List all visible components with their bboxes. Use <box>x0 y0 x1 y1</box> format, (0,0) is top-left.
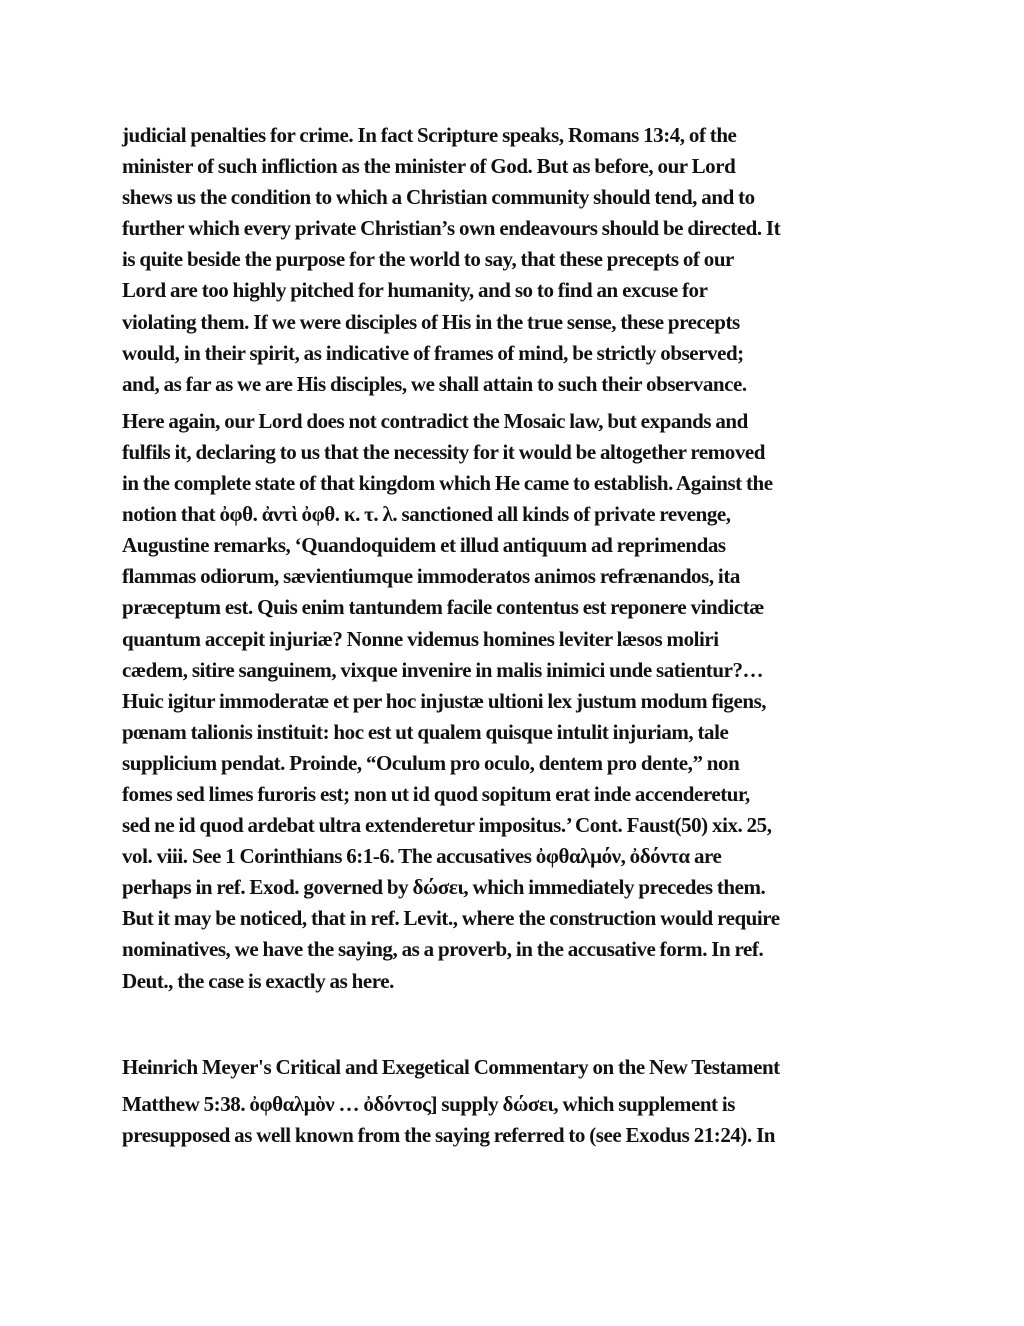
text-line: Deut., the case is exactly as here. <box>122 968 394 993</box>
paragraph-mosaic-law <box>122 406 914 997</box>
paragraph-judicial-penalties <box>122 120 914 400</box>
text-line: vol. viii. See 1 Corinthians 6:1-6. The accusatives ὀφθαλμόν, ὀδόντα are <box>122 844 722 869</box>
text-line: Here again, our Lord does not contradict the Mosaic law, but expands and <box>122 408 748 433</box>
text-line: supplicium pendat. Proinde, “Oculum pro oculo, dentem pro dente,” non <box>122 750 740 775</box>
text-line: pœnam talionis instituit: hoc est ut qualem quisque intulit injuriam, tale <box>122 719 729 744</box>
text-line: shews us the condition to which a Christian community should tend, and to <box>122 185 755 210</box>
text-line: præceptum est. Quis enim tantundem facile contentus est reponere vindictæ <box>122 595 764 620</box>
text-line: notion that ὀφθ. ἀντὶ ὀφθ. κ. τ. λ. sanctioned all kinds of private revenge, <box>122 502 731 527</box>
text-line: fulfils it, declaring to us that the necessity for it would be altogether removed <box>122 439 765 464</box>
text-line: perhaps in ref. Exod. governed by δώσει, which immediately precedes them. <box>122 875 766 900</box>
text-line: violating them. If we were disciples of His in the true sense, these precepts <box>122 309 740 334</box>
text-line: nominatives, we have the saying, as a proverb, in the accusative form. In ref. <box>122 937 764 962</box>
text-line: and, as far as we are His disciples, we shall attain to such their observance. <box>122 371 747 396</box>
text-line: Augustine remarks, ‘Quandoquidem et illud antiquum ad reprimendas <box>122 533 726 558</box>
text-line: cædem, sitire sanguinem, vixque invenire in malis inimici unde satientur?… <box>122 657 764 682</box>
text-line: Huic igitur immoderatæ et per hoc injustæ ultioni lex justum modum figens, <box>122 688 767 713</box>
paragraph-matthew-5-38 <box>122 1089 914 1151</box>
text-line: quantum accepit injuriæ? Nonne videmus homines leviter læsos moliri <box>122 626 719 651</box>
text-line: in the complete state of that kingdom which He came to establish. Against the <box>122 471 773 496</box>
text-line: sed ne id quod ardebat ultra extenderetur impositus.’ Cont. Faust(50) xix. 25, <box>122 813 772 838</box>
text-line: flammas odiorum, sævientiumque immoderatos animos refrænandos, ita <box>122 564 740 589</box>
text-line: judicial penalties for crime. In fact Scripture speaks, Romans 13:4, of the <box>122 123 737 147</box>
text-line: Lord are too highly pitched for humanity, and so to find an excuse for <box>122 278 708 303</box>
text-line: But it may be noticed, that in ref. Levit., where the construction would require <box>122 906 780 931</box>
text-line: minister of such infliction as the minister of God. But as before, our Lord <box>122 154 736 179</box>
text-line: further which every private Christian’s own endeavours should be directed. It <box>122 216 781 241</box>
text-line: is quite beside the purpose for the world to say, that these precepts of our <box>122 247 734 272</box>
heading-text: Heinrich Meyer's Critical and Exegetical Commentary on the New Testament <box>122 1054 780 1079</box>
text-line: would, in their spirit, as indicative of frames of mind, be strictly observed; <box>122 340 744 365</box>
text-line: Matthew 5:38. ὀφθαλμὸν … ὀδόντος] supply δώσει, which supplement is <box>122 1091 736 1116</box>
text-line: fomes sed limes furoris est; non ut id quod sopitum erat inde accenderetur, <box>122 781 750 806</box>
section-heading <box>122 1052 914 1083</box>
text-line: presupposed as well known from the saying referred to (see Exodus 21:24). In <box>122 1122 776 1147</box>
